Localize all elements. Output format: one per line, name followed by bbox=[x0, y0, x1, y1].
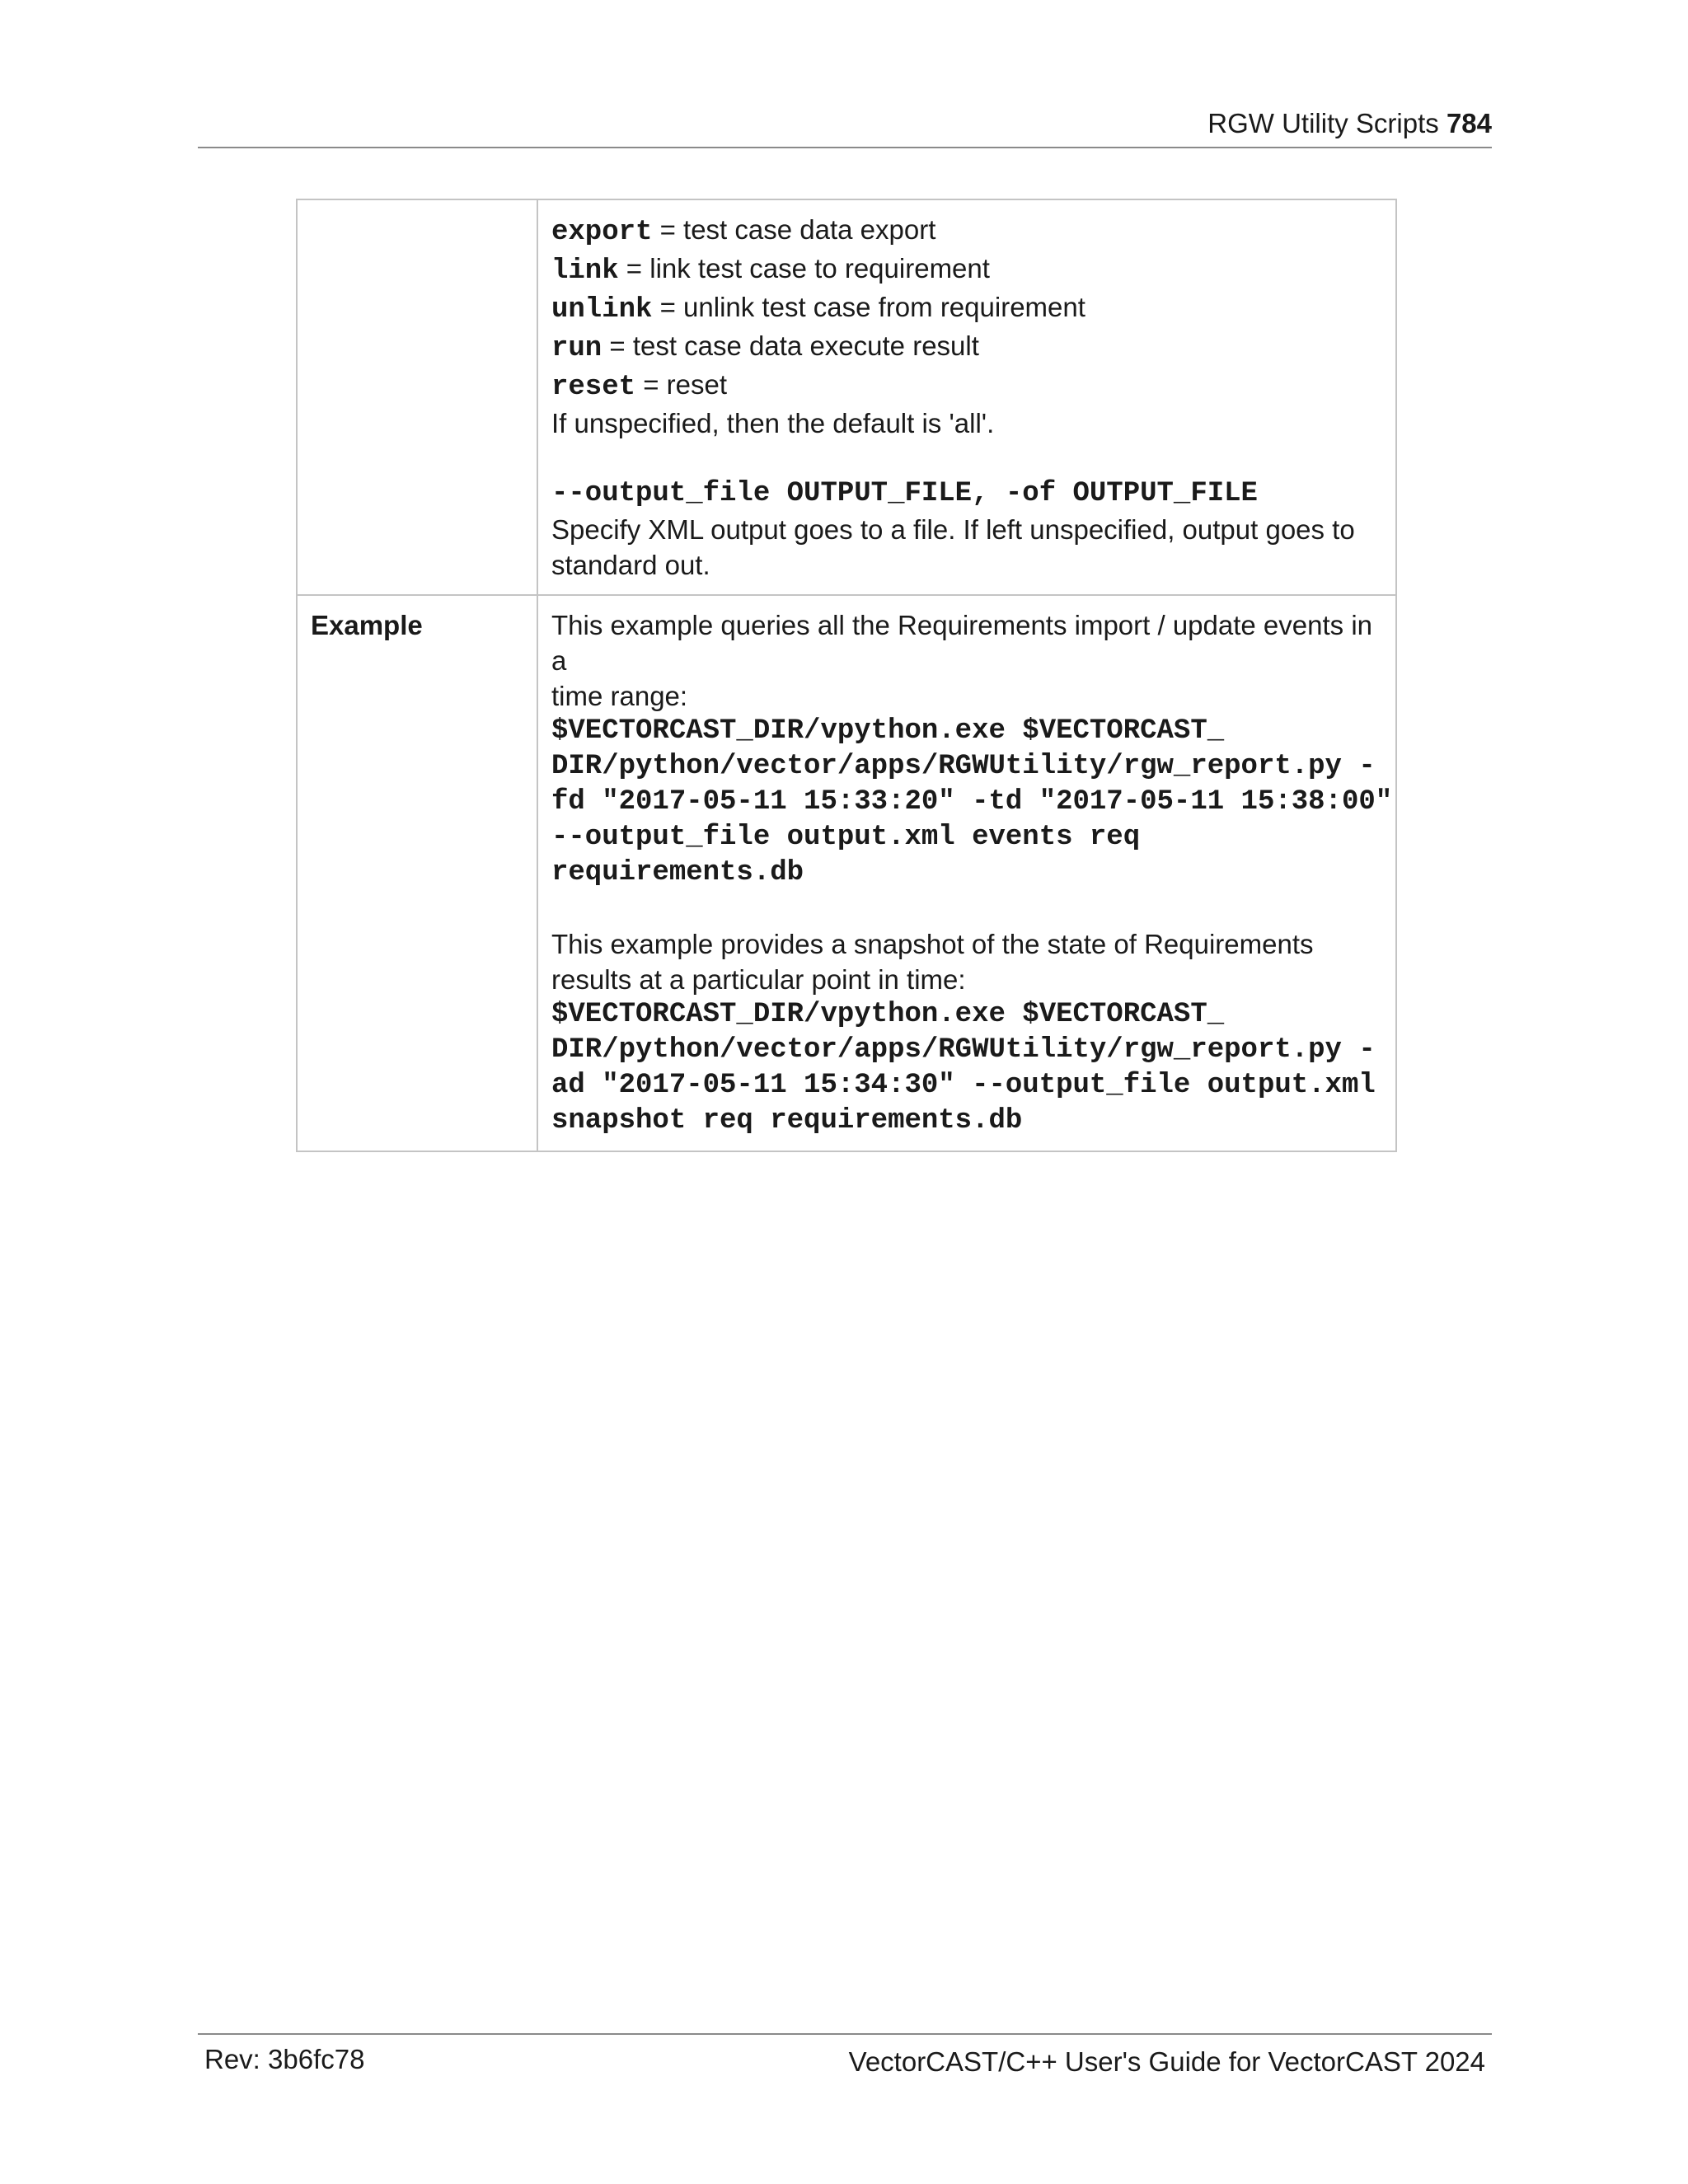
spacer bbox=[551, 441, 1382, 476]
option-code: unlink bbox=[551, 294, 653, 326]
option-line bbox=[551, 328, 1382, 367]
example-code-line: $VECTORCAST_DIR/vpython.exe $VECTORCAST_ bbox=[551, 715, 1225, 747]
example-intro-line: time range: bbox=[551, 681, 688, 711]
example-code-line: fd "2017-05-11 15:33:20" -td "2017-05-11 15:38:00" bbox=[551, 786, 1393, 818]
option-text: = test case data execute result bbox=[602, 330, 979, 361]
option-text: = unlink test case from requirement bbox=[652, 292, 1085, 322]
footer-guide-title: VectorCAST/C++ User's Guide for VectorCAST 2024 bbox=[848, 2046, 1485, 2077]
example-code-line: ad "2017-05-11 15:34:30" --output_file output.xml bbox=[551, 1070, 1376, 1101]
option-code: link bbox=[551, 255, 619, 287]
header-page-number: 784 bbox=[1446, 108, 1492, 138]
row-label bbox=[297, 199, 537, 595]
footer-revision: Rev: 3b6fc78 bbox=[204, 2044, 365, 2074]
example-code-line: DIR/python/vector/apps/RGWUtility/rgw_report.py - bbox=[551, 1034, 1376, 1066]
header-divider bbox=[198, 147, 1492, 148]
spacer bbox=[551, 891, 1382, 926]
option-code: export bbox=[551, 217, 653, 248]
example-intro-line: This example queries all the Requirements import / update events in a bbox=[551, 610, 1373, 676]
output-description-line: Specify XML output goes to a file. If left unspecified, output goes to bbox=[551, 514, 1355, 545]
option-line bbox=[551, 289, 1382, 328]
option-text: = link test case to requirement bbox=[618, 253, 990, 284]
table-row bbox=[297, 595, 1396, 1151]
example-description bbox=[537, 595, 1396, 1151]
example-intro-line: results at a particular point in time: bbox=[551, 964, 966, 995]
option-line bbox=[551, 212, 1382, 251]
table-row bbox=[297, 199, 1396, 595]
header-section-title: RGW Utility Scripts bbox=[1207, 108, 1439, 138]
option-text: = reset bbox=[635, 369, 728, 400]
option-code: run bbox=[551, 333, 603, 364]
example-code-line: --output_file output.xml events req bbox=[551, 822, 1141, 853]
row-description bbox=[537, 199, 1396, 595]
option-text: = test case data export bbox=[652, 214, 936, 245]
example-code-line: $VECTORCAST_DIR/vpython.exe $VECTORCAST_ bbox=[551, 999, 1225, 1030]
output-option-code: --output_file OUTPUT_FILE, -of OUTPUT_FILE bbox=[551, 478, 1258, 509]
row-label-example: Example bbox=[297, 595, 537, 1151]
example-intro-line: This example provides a snapshot of the state of Requirements bbox=[551, 929, 1314, 959]
option-line bbox=[551, 367, 1382, 405]
option-line bbox=[551, 251, 1382, 289]
example-code-line: DIR/python/vector/apps/RGWUtility/rgw_report.py - bbox=[551, 751, 1376, 782]
example-code-line: snapshot req requirements.db bbox=[551, 1105, 1023, 1137]
default-note: If unspecified, then the default is 'all'. bbox=[551, 408, 995, 438]
footer-divider bbox=[198, 2033, 1492, 2035]
running-header bbox=[198, 104, 1492, 143]
option-code: reset bbox=[551, 372, 636, 403]
output-description-line: standard out. bbox=[551, 550, 710, 580]
example-code-line: requirements.db bbox=[551, 857, 804, 888]
parameter-table bbox=[296, 199, 1397, 1152]
